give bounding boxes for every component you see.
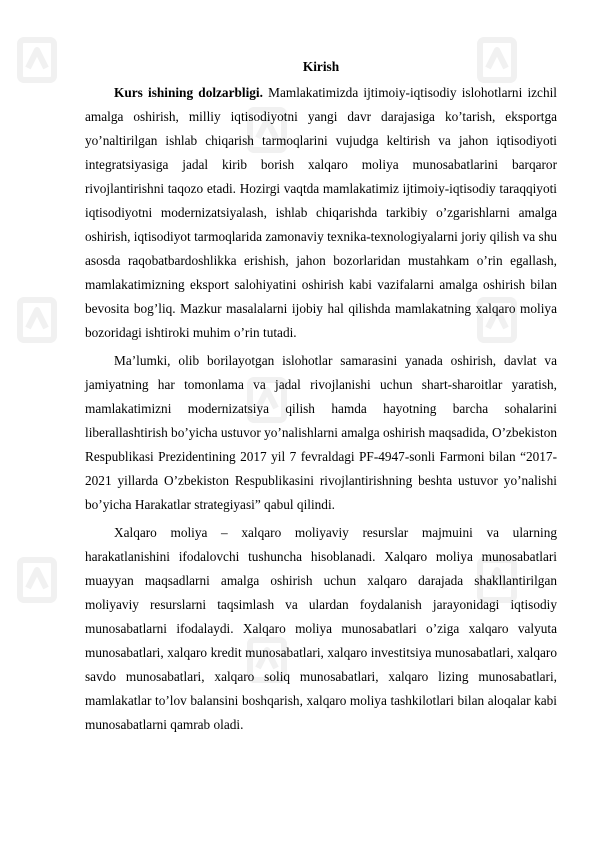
paragraph-relevance <box>85 81 557 345</box>
paragraph-text: Mamlakatimizda ijtimoiy-iqtisodiy islohotlarni izchil amalga oshirish, milliy iqtisodiyotni yangi davr darajasiga ko’tarish, eksportga yo’naltirilgan ishlab chiqarish tarmoqlarini vujudga keltirish va jahon iqtisodiyoti integratsiyasiga jadal kirib borish xalqaro moliya munosabatlarini barqaror rivojlantirishni taqozo etadi. Hozirgi vaqtda mamlakatimiz ijtimoiy-iqtisodiy taraqqiyoti iqtisodiyotni modernizatsiyalash, ishlab chiqarishda tarkibiy o’zgarishlarni amalga oshirish, iqtisodiyot tarmoqlarida zamonaviy texnika-texnologiyalarni joriy qilish va shu asosda raqobatbardoshlikka erishish, jahon bozorlaridan mustahkam o’rin egallash, mamlakatimizning eksport salohiyatini oshirish kabi vazifalarni amalga oshirish bilan bevosita bog’liq. Mazkur masalalarni ijobiy hal qilishda mamlakatning xalqaro moliya bozoridagi ishtiroki muhim o’rin tutadi. <box>85 85 557 340</box>
paragraph-definition <box>85 521 557 737</box>
paragraph-text: Ma’lumki, olib borilayotgan islohotlar samarasini yanada oshirish, davlat va jamiyatning har tomonlama va jadal rivojlanishi uchun shart-sharoitlar yaratish, mamlakatimizni modernizatsiya qilish hamda hayotning barcha sohalarini liberallashtirish bo’yicha ustuvor yo’nalishlarni amalga oshirish maqsadida, O’zbekiston Respublikasi Prezidentining 2017 yil 7 fevraldagi PF-4947-sonli Farmoni bilan “2017- 2021 yillarda O’zbekiston Respublikasini rivojlantirishning beshta ustuvor yo’nalishi bo’yicha Harakatlar strategiyasi” qabul qilindi. <box>85 353 557 512</box>
paragraph-text: Xalqaro moliya – xalqaro moliyaviy resurslar majmuini va ularning harakatlanishini ifodalovchi tushuncha hisoblanadi. Xalqaro moliya munosabatlari muayyan maqsadlarni amalga oshirish uchun xalqaro darajada shakllantirilgan moliyaviy resurslarni taqsimlash va ulardan foydalanish jarayonidagi iqtisodiy munosabatlarni ifodalaydi. Xalqaro moliya munosabatlari o’ziga xalqaro valyuta munosabatlari, xalqaro kredit munosabatlari, xalqaro investitsiya munosabatlari, xalqaro savdo munosabatlari, xalqaro soliq munosabatlari, xalqaro lizing munosabatlari, mamlakatlar to’lov balansini boshqarish, xalqaro moliya tashkilotlari bilan aloqalar kabi munosabatlarni qamrab oladi. <box>85 525 557 732</box>
paragraph-lead: Kurs ishining dolzarbligi. <box>114 85 263 100</box>
paragraph-strategy <box>85 349 557 517</box>
document-body <box>85 55 557 741</box>
document-title: Kirish <box>302 59 340 74</box>
